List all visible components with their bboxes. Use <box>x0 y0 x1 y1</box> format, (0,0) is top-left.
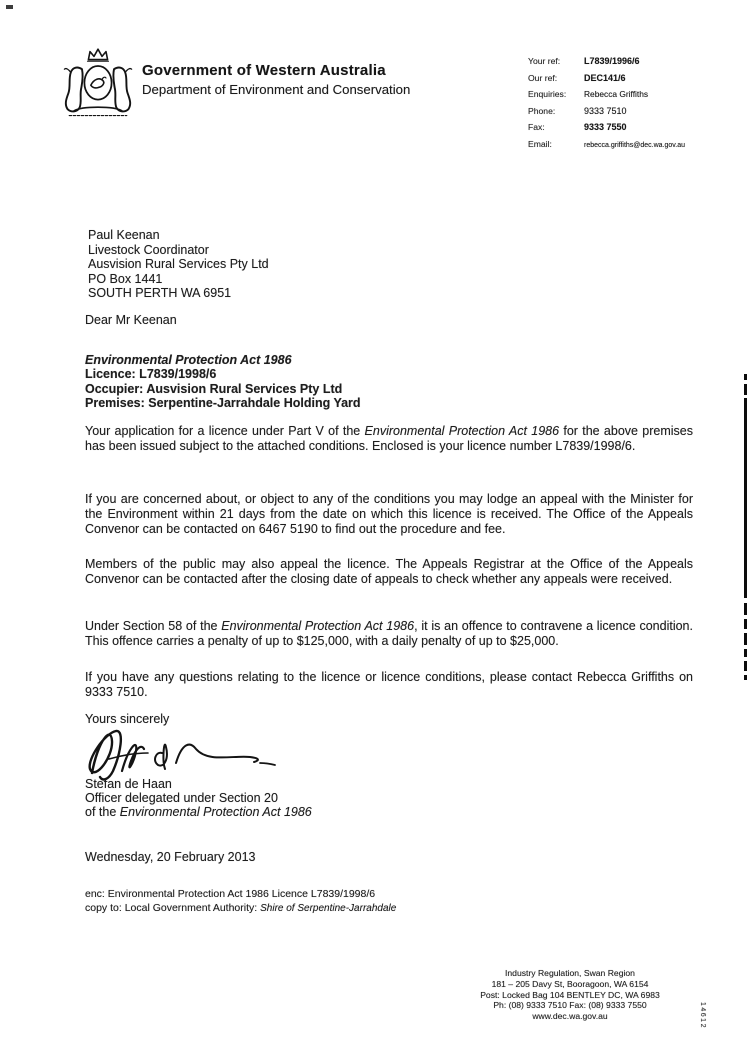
ref-row-fax <box>528 122 738 132</box>
subject-occupier-line: Occupier: Ausvision Rural Services Pty Ltd <box>85 381 343 396</box>
fax-label: Fax: <box>528 122 545 132</box>
paragraph-4-post: , it is an offence to contravene a licence condition. This offence carries a penalty of up to $125,000, with a daily penalty of up to $25,000. <box>85 619 693 649</box>
recipient-role: Livestock Coordinator <box>88 242 209 257</box>
subject-act-line: Environmental Protection Act 1986 <box>85 353 292 367</box>
enclosure-line: enc: Environmental Protection Act 1986 Licence L7839/1998/6 <box>85 888 376 900</box>
scan-artifact-dash <box>744 661 747 671</box>
footer-street-line: 181 – 205 Davy St, Booragoon, WA 6154 <box>491 978 649 989</box>
salutation: Dear Mr Keenan <box>85 313 177 327</box>
scan-artifact-dash <box>744 603 747 615</box>
signatory-title-line1: Officer delegated under Section 20 <box>85 791 278 805</box>
paragraph-1-pre: Your application for a licence under Part V of the <box>85 424 365 438</box>
scan-artifact-dash <box>744 675 747 680</box>
email-label: Email: <box>528 138 552 149</box>
scan-artifact-dash <box>744 384 747 395</box>
recipient-pobox: PO Box 1441 <box>88 271 163 286</box>
scan-artifact-dash <box>744 633 747 645</box>
paragraph-3: Members of the public may also appeal the licence. The Appeals Registrar at the Office of the Appeals Convenor can be contacted after the closing date of appeals to check whether any appeals were received. <box>85 557 693 587</box>
side-document-number: 14612 <box>699 1002 706 1029</box>
paragraph-4-act-italic: Environmental Protection Act 1986 <box>221 619 415 633</box>
paragraph-1-post: for the above premises has been issued subject to the attached conditions. Enclosed is your licence number L7839/1998/6. <box>85 424 693 454</box>
government-title: Government of Western Australia <box>142 62 386 79</box>
footer-website-line: www.dec.wa.gov.au <box>532 1011 608 1022</box>
paragraph-5: If you have any questions relating to the licence or licence conditions, please contact Rebecca Griffiths on 9333 7510. <box>85 670 693 700</box>
scan-artifact-solid-line <box>744 398 747 598</box>
ref-row-phone <box>528 106 738 116</box>
our-ref-value: DEC141/6 <box>584 72 626 83</box>
recipient-city: SOUTH PERTH WA 6951 <box>88 286 232 301</box>
signature-handwriting <box>78 719 288 783</box>
enquiries-label: Enquiries: <box>528 89 567 99</box>
our-ref-label: Our ref: <box>528 72 558 83</box>
email-value: rebecca.griffiths@dec.wa.gov.au <box>584 141 686 149</box>
scan-artifact-dot <box>6 5 13 9</box>
letterhead-titles <box>142 62 410 97</box>
your-ref-value: L7839/1996/6 <box>584 56 640 66</box>
ref-row-our-ref <box>528 73 738 83</box>
paragraph-4 <box>85 619 693 649</box>
paragraph-2: If you are concerned about, or object to any of the conditions you may lodge an appeal with the Minister for the Environment within 21 days from the date on which this licence is received. The Office of the Appeals Convenor can be contacted on 6467 5190 to find out the procedure and fee. <box>85 492 693 537</box>
fax-value: 9333 7550 <box>584 122 627 132</box>
phone-label: Phone: <box>528 105 556 116</box>
paragraph-1 <box>85 424 693 454</box>
wa-coat-of-arms-logo <box>58 45 138 119</box>
copy-to-line <box>85 901 396 916</box>
reference-block <box>528 56 738 155</box>
signatory-title-line2-pre: of the <box>85 805 120 819</box>
closing-yours-sincerely: Yours sincerely <box>85 712 170 726</box>
enquiries-value: Rebecca Griffiths <box>584 89 649 99</box>
date-line: Wednesday, 20 February 2013 <box>85 850 256 864</box>
scan-artifact-dash <box>744 619 747 629</box>
scan-artifact-dash <box>744 649 747 657</box>
ref-row-enquiries <box>528 89 738 99</box>
copy-to-label: copy to: Local Government Authority: <box>85 902 258 914</box>
subject-premises-line: Premises: Serpentine-Jarrahdale Holding Yard <box>85 396 361 411</box>
department-title: Department of Environment and Conservation <box>142 82 411 97</box>
recipient-address <box>88 228 269 301</box>
signatory-title-line2 <box>85 805 312 820</box>
footer-block <box>440 968 700 1022</box>
ref-row-your-ref <box>528 56 738 66</box>
signature-ink-icon <box>78 719 288 783</box>
subject-block <box>85 353 361 411</box>
paragraph-4-pre: Under Section 58 of the <box>85 619 222 633</box>
footer-phone-fax-line: Ph: (08) 9333 7510 Fax: (08) 9333 7550 <box>493 1000 647 1011</box>
your-ref-label: Your ref: <box>528 56 561 66</box>
recipient-name: Paul Keenan <box>88 228 160 242</box>
copy-to-value: Shire of Serpentine-Jarrahdale <box>260 903 397 914</box>
signatory-name: Stefan de Haan <box>85 777 172 791</box>
footer-region-line: Industry Regulation, Swan Region <box>505 968 635 978</box>
signatory-title-line2-act-italic: Environmental Protection Act 1986 <box>119 805 312 819</box>
paragraph-1-act-italic: Environmental Protection Act 1986 <box>364 424 560 438</box>
phone-value: 9333 7510 <box>584 105 627 116</box>
recipient-company: Ausvision Rural Services Pty Ltd <box>88 257 269 272</box>
scan-artifact-dash <box>744 374 747 380</box>
subject-licence-line: Licence: L7839/1998/6 <box>85 367 217 382</box>
ref-row-email <box>528 139 738 149</box>
wa-coat-of-arms-icon <box>58 45 138 119</box>
footer-post-line: Post: Locked Bag 104 BENTLEY DC, WA 6983 <box>480 989 660 1000</box>
